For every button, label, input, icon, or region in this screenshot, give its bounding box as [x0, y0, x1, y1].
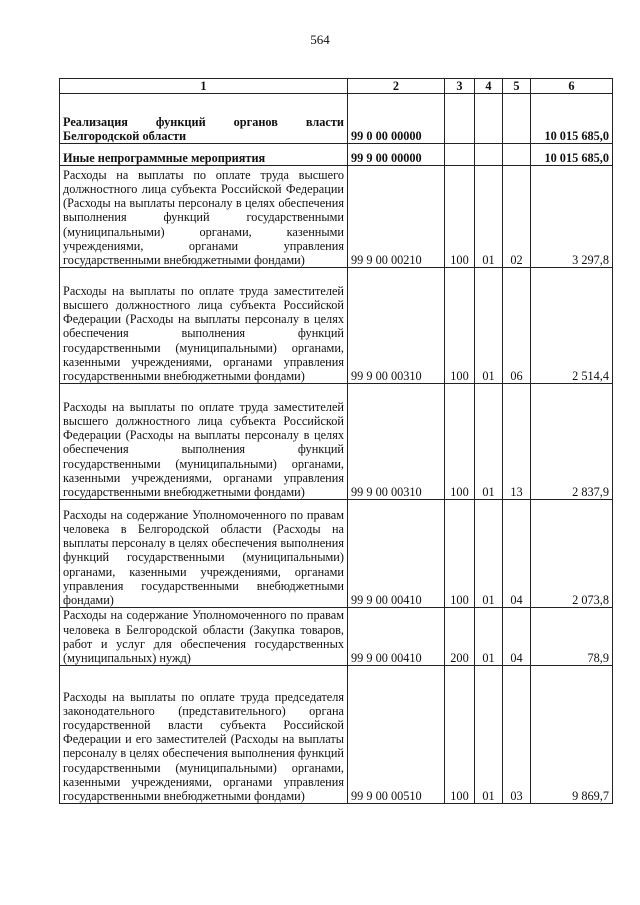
row-col-4: 01: [475, 166, 503, 268]
row-col-3: 100: [445, 666, 475, 804]
row-col-3: 100: [445, 166, 475, 268]
description-line: [63, 115, 344, 129]
header-col-3: 3: [445, 79, 475, 94]
table-row: [60, 144, 613, 166]
header-col-1: 1: [60, 79, 348, 94]
row-amount: 10 015 685,0: [531, 144, 613, 166]
row-amount: 78,9: [531, 608, 613, 666]
table-row: [60, 608, 613, 666]
row-description: [60, 94, 348, 144]
table-row: [60, 268, 613, 384]
row-col-4: [475, 144, 503, 166]
row-code: 99 9 00 00510: [348, 666, 445, 804]
row-col-5: 02: [503, 166, 531, 268]
row-col-4: 01: [475, 666, 503, 804]
description-word: функций: [155, 114, 206, 129]
row-col-4: 01: [475, 384, 503, 500]
row-col-3: 100: [445, 384, 475, 500]
row-amount: 3 297,8: [531, 166, 613, 268]
table-row: [60, 166, 613, 268]
row-description: Расходы на выплаты по оплате труда председателя законодательного (представительного) органа государственной власти субъекта Российской Федерации и его заместителей (Расходы на выплаты персоналу в целях обеспечения выполнения функций государственными (муниципальными) органами, казенными учреждениями, органами управления государственными внебюджетными фондами): [60, 666, 348, 804]
budget-table: [59, 78, 613, 804]
header-row: [60, 79, 613, 94]
row-col-5: [503, 94, 531, 144]
table-row: [60, 384, 613, 500]
row-code: 99 9 00 00410: [348, 608, 445, 666]
description-line: Белгородской области: [63, 129, 187, 143]
row-amount: 2 514,4: [531, 268, 613, 384]
row-col-5: 06: [503, 268, 531, 384]
row-code: 99 9 00 00410: [348, 500, 445, 608]
row-col-3: 100: [445, 500, 475, 608]
row-code: 99 0 00 00000: [348, 94, 445, 144]
row-code: 99 9 00 00310: [348, 268, 445, 384]
row-col-3: [445, 144, 475, 166]
row-col-5: 03: [503, 666, 531, 804]
header-col-4: 4: [475, 79, 503, 94]
description-word: власти: [305, 114, 344, 129]
row-description: Расходы на выплаты по оплате труда заместителей высшего должностного лица субъекта Российской Федерации (Расходы на выплаты персоналу в целях обеспечения выполнения функций государственными (муниципальными) органами, казенными учреждениями, органами управления государственными внебюджетными фондами): [60, 268, 348, 384]
table-row: [60, 94, 613, 144]
row-amount: 9 869,7: [531, 666, 613, 804]
description-word: Реализация: [63, 114, 128, 129]
row-description: Расходы на выплаты по оплате труда высшего должностного лица субъекта Российской Федерации (Расходы на выплаты персоналу в целях обеспечения выполнения функций государственными (муниципальными) органами, казенными учреждениями, органами управления государственными внебюджетными фондами): [60, 166, 348, 268]
description-word: органов: [233, 114, 278, 129]
row-description: Расходы на выплаты по оплате труда заместителей высшего должностного лица субъекта Российской Федерации (Расходы на выплаты персоналу в целях обеспечения выполнения функций государственными (муниципальными) органами, казенными учреждениями, органами управления государственными внебюджетными фондами): [60, 384, 348, 500]
row-description: Расходы на содержание Уполномоченного по правам человека в Белгородской области (Расходы на выплаты персоналу в целях обеспечения выполнения функций государственными (муниципальными) органами, казенными учреждениями, органами управления государственными внебюджетными фондами): [60, 500, 348, 608]
row-amount: 10 015 685,0: [531, 94, 613, 144]
row-col-5: 04: [503, 500, 531, 608]
row-code: 99 9 00 00210: [348, 166, 445, 268]
row-col-3: 200: [445, 608, 475, 666]
row-col-4: 01: [475, 608, 503, 666]
row-description: Иные непрограммные мероприятия: [60, 144, 348, 166]
row-col-4: 01: [475, 268, 503, 384]
header-col-6: 6: [531, 79, 613, 94]
row-col-3: 100: [445, 268, 475, 384]
row-col-3: [445, 94, 475, 144]
row-amount: 2 073,8: [531, 500, 613, 608]
row-col-5: 04: [503, 608, 531, 666]
row-code: 99 9 00 00310: [348, 384, 445, 500]
page-number: 564: [310, 32, 330, 47]
row-col-4: [475, 94, 503, 144]
row-code: 99 9 00 00000: [348, 144, 445, 166]
row-col-5: 13: [503, 384, 531, 500]
header-col-5: 5: [503, 79, 531, 94]
row-amount: 2 837,9: [531, 384, 613, 500]
table-row: [60, 500, 613, 608]
table-row: [60, 666, 613, 804]
row-col-4: 01: [475, 500, 503, 608]
header-col-2: 2: [348, 79, 445, 94]
row-description: Расходы на содержание Уполномоченного по правам человека в Белгородской области (Закупка товаров, работ и услуг для обеспечения государственных (муниципальных) нужд): [60, 608, 348, 666]
row-col-5: [503, 144, 531, 166]
